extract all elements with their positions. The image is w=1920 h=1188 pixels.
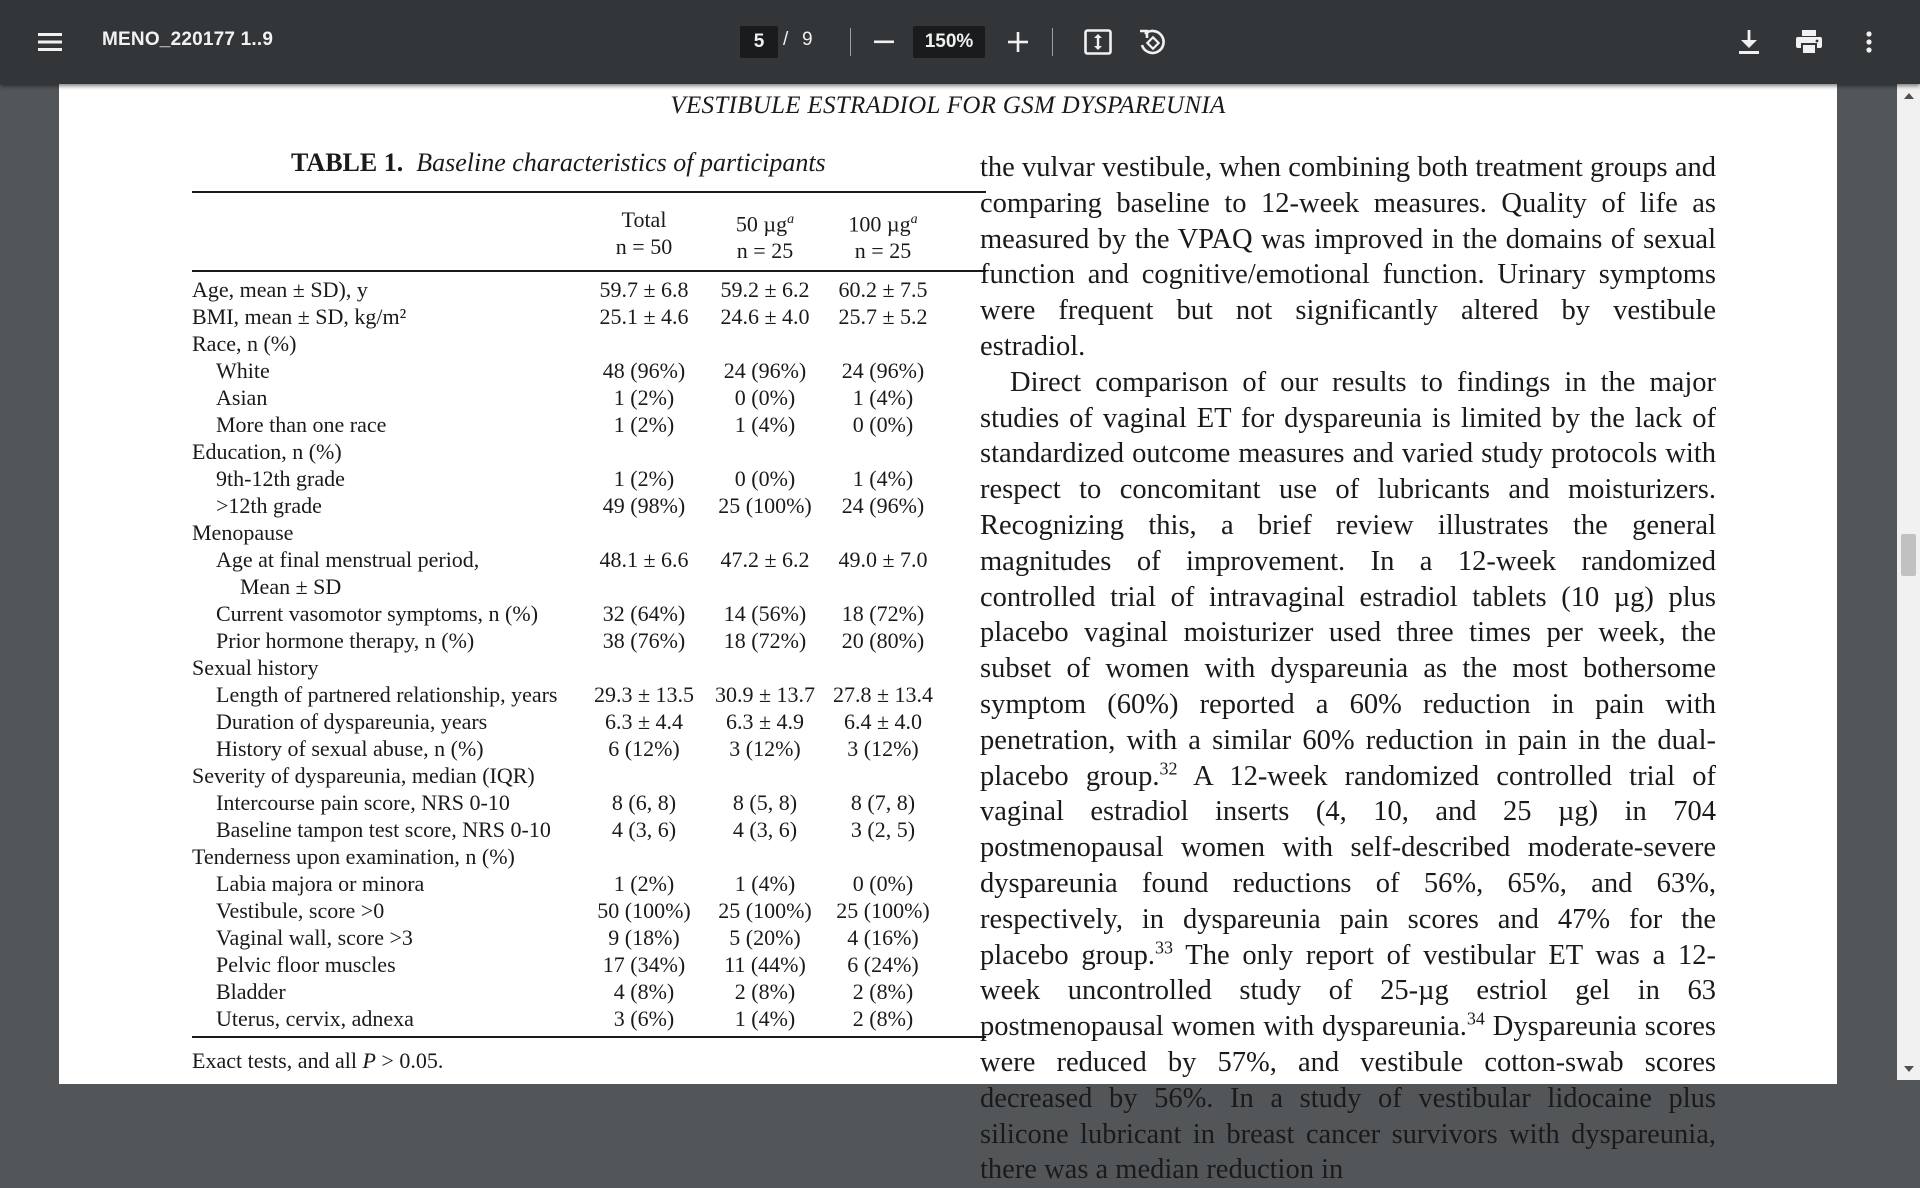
cell-value: 20 (80%) — [841, 628, 925, 653]
cell-value: 24.6 ± 4.0 — [720, 304, 810, 329]
scroll-down-arrow-icon[interactable] — [1897, 1059, 1920, 1079]
body-text-segment: A 12-week randomized controlled trial of vaginal estradiol inserts (4, 10, and 25 µg) in 704 postmenopausal women with self-described moderate-severe dyspareunia found reductions of 56%, 65%, and 63%, respectively, in dyspareunia pain scores and 47% for the placebo group. — [980, 760, 1717, 971]
row-label: Education, n (%) — [192, 439, 342, 464]
column-header-100ug — [813, 206, 953, 264]
page-separator: / — [783, 29, 789, 50]
citation-ref: 34 — [1466, 1008, 1485, 1029]
fit-page-icon[interactable] — [1082, 26, 1114, 58]
body-text-segment: The only report of vestibular ET was a 12-week uncontrolled study of 25-µg estriol gel in 63 postmenopausal women with dyspareunia. — [980, 939, 1717, 1043]
row-label: White — [216, 358, 270, 383]
row-label: Baseline tampon test score, NRS 0-10 — [216, 817, 551, 842]
cell-value: 2 (8%) — [852, 979, 914, 1004]
row-label: Asian — [216, 385, 268, 410]
row-label: History of sexual abuse, n (%) — [216, 736, 484, 761]
column-header-name: Total — [621, 207, 667, 232]
column-header-n: n = 25 — [736, 238, 794, 264]
cell-value: 9 (18%) — [608, 925, 680, 950]
page-number-input[interactable]: 5 — [740, 26, 778, 58]
cell-value: 8 (6, 8) — [611, 790, 677, 815]
row-label: Race, n (%) — [192, 331, 297, 356]
row-label: Labia majora or minora — [216, 871, 425, 896]
body-text-column — [980, 150, 1716, 1188]
cell-value: 1 (2%) — [613, 466, 675, 491]
menu-icon[interactable] — [34, 26, 66, 58]
table-bottom-rule — [192, 1036, 986, 1038]
page-total: 9 — [802, 29, 813, 50]
running-head: VESTIBULE ESTRADIOL FOR GSM DYSPAREUNIA — [670, 92, 1226, 119]
cell-value: 1 (2%) — [613, 412, 675, 437]
row-label: Bladder — [216, 979, 286, 1004]
cell-value: 50 (100%) — [597, 898, 691, 923]
cell-value: 0 (0%) — [734, 385, 796, 410]
cell-value: 17 (34%) — [602, 952, 686, 977]
cell-value: 2 (8%) — [734, 979, 796, 1004]
cell-value: 47.2 ± 6.2 — [720, 547, 810, 572]
citation-ref: 32 — [1159, 758, 1178, 779]
row-label: Tenderness upon examination, n (%) — [192, 844, 515, 869]
pdf-page — [59, 84, 1837, 1186]
cell-value: 1 (4%) — [734, 1006, 796, 1031]
cell-value: 1 (4%) — [734, 412, 796, 437]
row-label: Menopause — [192, 520, 294, 545]
cell-value: 32 (64%) — [602, 601, 686, 626]
table-footnote — [192, 1048, 443, 1074]
column-header-name: 100 µg — [848, 211, 911, 237]
row-label: Vaginal wall, score >3 — [216, 925, 413, 950]
cell-value: 8 (7, 8) — [850, 790, 916, 815]
cell-value: 1 (2%) — [613, 871, 675, 896]
cell-value: 0 (0%) — [734, 466, 796, 491]
cell-value: 4 (16%) — [847, 925, 919, 950]
cell-value: 24 (96%) — [841, 358, 925, 383]
cell-value: 48 (96%) — [602, 358, 686, 383]
scroll-up-arrow-icon[interactable] — [1897, 86, 1920, 106]
cell-value: 0 (0%) — [852, 871, 914, 896]
row-label: 9th-12th grade — [216, 466, 345, 491]
cell-value: 6.3 ± 4.4 — [604, 709, 684, 734]
column-header-footnote-mark: a — [910, 212, 918, 227]
cell-value: 25.1 ± 4.6 — [599, 304, 689, 329]
cell-value: 30.9 ± 13.7 — [714, 682, 816, 707]
cell-value: 1 (4%) — [852, 466, 914, 491]
row-label: Uterus, cervix, adnexa — [216, 1006, 414, 1031]
cell-value: 25 (100%) — [718, 898, 812, 923]
print-icon[interactable] — [1792, 26, 1826, 58]
cell-value: 49.0 ± 7.0 — [838, 547, 928, 572]
row-label: Vestibule, score >0 — [216, 898, 385, 923]
more-options-icon[interactable] — [1855, 26, 1883, 58]
cell-value: 6.4 ± 4.0 — [843, 709, 923, 734]
cell-value: 11 (44%) — [724, 952, 806, 977]
table-caption — [291, 148, 826, 178]
zoom-out-icon[interactable] — [868, 26, 900, 58]
cell-value: 14 (56%) — [723, 601, 807, 626]
citation-ref: 33 — [1155, 937, 1174, 958]
row-label: >12th grade — [216, 493, 322, 518]
zoom-in-icon[interactable] — [1002, 26, 1034, 58]
cell-value: 4 (3, 6) — [732, 817, 798, 842]
vertical-scrollbar[interactable] — [1897, 84, 1920, 1080]
toolbar-divider — [850, 28, 851, 56]
cell-value: 25 (100%) — [718, 493, 812, 518]
toolbar-divider — [1052, 28, 1053, 56]
cell-value: 4 (8%) — [613, 979, 675, 1004]
zoom-level-input[interactable]: 150% — [913, 26, 985, 58]
cell-value: 18 (72%) — [723, 628, 807, 653]
cell-value: 3 (6%) — [613, 1006, 675, 1031]
table-top-rule — [192, 191, 986, 193]
body-paragraph: the vulvar vestibule, when combining both treatment groups and comparing baseline to 12-week measures. Quality of life as measured by the VPAQ was improved in the domains of sexual function and cognitive/emotional function. Urinary symptoms were frequent but not significantly altered by vestibule estradiol. — [980, 152, 1716, 362]
row-label: Pelvic floor muscles — [216, 952, 396, 977]
cell-value: 8 (5, 8) — [732, 790, 798, 815]
cell-value: 49 (98%) — [602, 493, 686, 518]
cell-value: 2 (8%) — [852, 1006, 914, 1031]
footnote-text-end: > 0.05. — [375, 1048, 444, 1073]
body-paragraph — [980, 365, 1716, 1188]
row-label: Mean ± SD — [240, 574, 342, 599]
row-label: Length of partnered relationship, years — [216, 682, 558, 707]
footnote-text: Exact tests, and all — [192, 1048, 363, 1073]
cell-value: 1 (4%) — [734, 871, 796, 896]
row-label: Duration of dyspareunia, years — [216, 709, 488, 734]
column-header-footnote-mark: a — [787, 212, 795, 227]
cell-value: 48.1 ± 6.6 — [599, 547, 689, 572]
row-label: Age at final menstrual period, — [216, 547, 480, 572]
cell-value: 29.3 ± 13.5 — [593, 682, 695, 707]
cell-value: 3 (2, 5) — [850, 817, 916, 842]
cell-value: 5 (20%) — [729, 925, 801, 950]
cell-value: 60.2 ± 7.5 — [838, 277, 928, 302]
cell-value: 24 (96%) — [841, 493, 925, 518]
cell-value: 3 (12%) — [847, 736, 919, 761]
table-label: TABLE 1. — [291, 148, 404, 177]
row-label: Severity of dyspareunia, median (IQR) — [192, 763, 535, 788]
row-label: More than one race — [216, 412, 387, 437]
cell-value: 1 (4%) — [852, 385, 914, 410]
body-text-segment: Dyspareunia scores were reduced by 57%, and vestibule cotton-swab scores decreased by 56%. In a study of vestibular lidocaine plus silicone lubricant in breast cancer survivors with dyspareunia, there was a median reduction in — [980, 1011, 1716, 1186]
pdf-toolbar — [0, 0, 1920, 84]
cell-value: 59.2 ± 6.2 — [720, 277, 810, 302]
cell-value: 38 (76%) — [602, 628, 686, 653]
cell-value: 18 (72%) — [841, 601, 925, 626]
cell-value: 27.8 ± 13.4 — [832, 682, 934, 707]
cell-value: 3 (12%) — [729, 736, 801, 761]
row-label: BMI, mean ± SD, kg/m² — [192, 304, 407, 329]
cell-value: 4 (3, 6) — [611, 817, 677, 842]
row-label: Age, mean ± SD), y — [192, 277, 368, 302]
download-icon[interactable] — [1733, 26, 1765, 58]
footnote-p: P — [362, 1048, 376, 1073]
cell-value: 6 (24%) — [847, 952, 919, 977]
row-label: Current vasomotor symptoms, n (%) — [216, 601, 539, 626]
column-header-total — [574, 206, 714, 260]
cell-value: 25.7 ± 5.2 — [838, 304, 928, 329]
row-label: Prior hormone therapy, n (%) — [216, 628, 475, 653]
column-header-name-wrap — [813, 206, 953, 237]
cell-value: 25 (100%) — [836, 898, 930, 923]
cell-value: 59.7 ± 6.8 — [599, 277, 689, 302]
table-title: Baseline characteristics of participants — [416, 148, 826, 177]
cell-value: 24 (96%) — [723, 358, 807, 383]
column-header-name: 50 µg — [735, 211, 788, 237]
document-title: MENO_220177 1..9 — [102, 29, 274, 50]
column-header-n: n = 25 — [854, 238, 912, 264]
scrollbar-thumb[interactable] — [1901, 534, 1916, 576]
row-label: Sexual history — [192, 655, 319, 680]
row-label: Intercourse pain score, NRS 0-10 — [216, 790, 510, 815]
column-header-n: n = 50 — [615, 234, 673, 259]
cell-value: 0 (0%) — [852, 412, 914, 437]
cell-value: 6 (12%) — [608, 736, 680, 761]
cell-value: 6.3 ± 4.9 — [725, 709, 805, 734]
rotate-icon[interactable] — [1134, 24, 1170, 60]
cell-value: 1 (2%) — [613, 385, 675, 410]
body-text-segment: Direct comparison of our results to findings in the major studies of vaginal ET for dyspareunia is limited by the lack of standardized outcome measures and varied study protocols with respect to concomitant use of lubricants and moisturizers. Recognizing this, a brief review illustrates the general magnitudes of improvement. In a 12-week randomized controlled trial of intravaginal estradiol tablets (10 µg) plus placebo vaginal moisturizer used three times per week, the subset of women with dyspareunia as the most bothersome symptom (60%) reported a 60% reduction in pain with penetration, with a similar 60% reduction in pain in the dual-placebo group. — [980, 366, 1716, 792]
table-header-rule — [192, 270, 986, 272]
